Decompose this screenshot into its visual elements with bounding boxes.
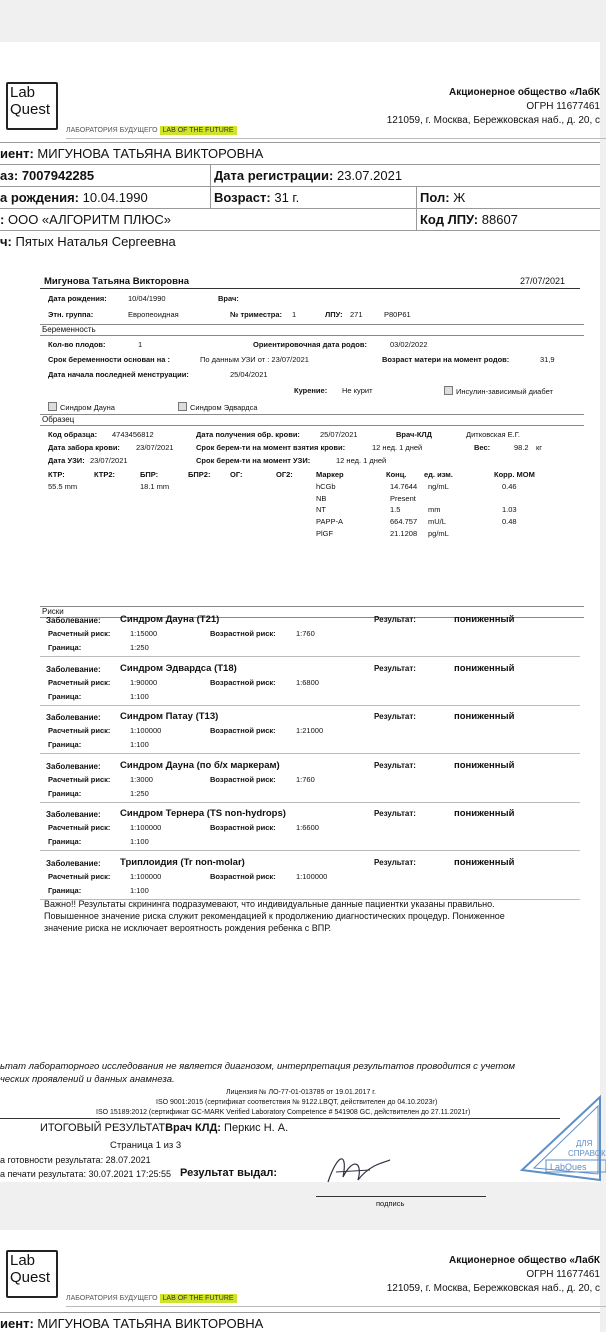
risk-border: 1:100 [130, 837, 149, 846]
risk-result: пониженный [454, 711, 515, 722]
risk-result-label: Результат: [374, 615, 416, 624]
org-info: Акционерное общество «ЛабК ОГРН 11677461 121059, г. Москва, Бережковская наб., д. 20, с [386, 87, 600, 126]
risk-result-label: Результат: [374, 712, 416, 721]
svg-text:LabQues: LabQues [550, 1162, 587, 1172]
issued-by: Результат выдал: [180, 1167, 277, 1179]
risk-age-label: Возрастной риск: [210, 629, 276, 638]
report-patient-name: Мигунова Татьяна Викторовна [44, 276, 189, 287]
section-sample: Образец [40, 414, 584, 426]
risk-border: 1:100 [130, 691, 149, 701]
risk-age: 1:760 [296, 629, 315, 638]
client: : ООО «АЛГОРИТМ ПЛЮС» [0, 212, 171, 227]
risk-calc: 1:100000 [130, 726, 162, 735]
risk-border-label: Граница: [48, 691, 82, 701]
risk-disease-label: Заболевание: [46, 616, 101, 625]
risk-calc: 1:90000 [130, 677, 158, 687]
patient-row: иент: МИГУНОВА ТАТЬЯНА ВИКТОРОВНА [0, 146, 264, 161]
logo-tagline: ЛАБОРАТОРИЯ БУДУЩЕГО LAB OF THE FUTURE [66, 1295, 237, 1302]
risk-result: пониженный [454, 662, 515, 674]
risk-age: 1:21000 [296, 726, 324, 735]
risk-calc: 1:3000 [130, 774, 153, 784]
report-page-1: Lab Quest ЛАБОРАТОРИЯ БУДУЩЕГО LAB OF THE FUTURE Акционерное общество «ЛабК ОГРН 11677461 121059, г. Москва, Бережковская наб., д. 20, с иент: МИГУНОВА ТАТЬЯНА ВИКТОРОВНА аз: 7007942285 Дата регистрации: 23.07.2021 а рождения: 10.04.1990 Возраст: 31 г. Пол: Ж : ООО «АЛГОРИТМ ПЛЮС» Код ЛПУ: 88607 ч: Пятых Наталья Сергеевна Мигунова Татьяна Викторовна 27/07/2021 Дата рождения: 10/04/1990 Врач: Этн. группа: Европеоидная № триместра: 1 ЛПУ: 271 P80P61 Беременность Кол-во плодов: 1 Ориентировочная дата родов: 03/02/2022 Срок беременности основан на : По данным УЗИ от : 23/07/2021 Возраст матери на момент родов: 31,9 Дата начала последней менструации: 25/04/2021 Курение: Не курит Инсулин-зависимый диабет Синдром Дауна Синдром Эдвардса Образец Код образца: 4743456812 Дата получения обр. крови: 25/07/2021 Врач-КЛД Дитковская Е.Г. Дата забора крови: 23/07/2021 Срок берем-ти на момент взятия крови: 12 нед. 1 дней Вес: 98.2 кг Дата УЗИ: 23/07/2021 Срок берем-ти на момент УЗИ: 12 нед. 1 дней КТР: КТР2: БПР: БПР2: ОГ: ОГ2: 55.5 mm 18.1 mm Маркер Конц. ед. изм. Корр. МОМ hCGb 14.7644 ng/mL 0.46 NB Present NT 1.5 mm 1.03 PAPP-A 664.757 mU/L 0.48 PlGF 21.1208 pg/mL Риски Заболевание: Синдром Дауна (T21) Результат: пониженный Расчетный риск: 1:15000 Возрастной риск: 1:760 Граница: 1:250 Заболевание: Синдром Эдвардса (T18) Результат: пониженный Расчетный риск: 1:90000 Возрастной риск: 1:6800 Граница: 1:100 Заболевание: Синдром Патау (T13) Результат: пониженный Расчетный риск: 1:100000 Возрастной риск: 1:21000 Граница: 1:100 Заболевание: Синдром Дауна (по б/х маркерам) Результат: пониженный Расчетный риск: 1:3000 Возрастной риск: 1:760 Граница: 1:250 Заболевание: Синдром Тернера (TS non-hydrops) Результат: пониженный Расчетный риск: 1:100000 Возрастной риск: 1:6600 Граница: 1:100 Заболевание: Триплоидия (Tr non-molar) Результат: пониженный Расчетный риск: 1:100000 Возрастной риск: 1:100000 Граница: 1:100 Важно!! Результаты скрининга подразумевают, что индивидуальные данные пациентки указаны правильно. Повышенное значение риска служит рекомендацией к продолжению диагностических процедур. Пониженное значение риска не исключает вероятность рождения ребенка с ВПР. ьтат лабораторного исследования не является диагнозом, интерпретация результатов проводится с учетом ческих проявлений и данных анамнеза. Лицензия № ЛО-77-01-013785 от 19.01.2017 г. ISO 9001:2015 (сертификат соответствия № 9122.LBQT, действителен до 04.10.2023г) ISO 15189:2012 (сертификат GC-MARK Verified Laboratory Competence # 541908 GC, действителен до 27.11.2021г) ИТОГОВЫЙ РЕЗУЛЬТАТВрач КЛД: Перкис Н. А. Страница 1 из 3 а готовности результата: 28.07.2021 а печати результата: 30.07.2021 17:25:55 Результат выдал: подпись ДЛЯ СПРАВОК LabQues [0, 42, 600, 1182]
edwards-checkbox: Синдром Эдвардса [178, 402, 258, 412]
risk-disease-label: Заболевание: [46, 664, 101, 674]
lpu-code: Код ЛПУ: 88607 [420, 212, 518, 227]
risk-age-label: Возрастной риск: [210, 726, 276, 735]
risk-calc-label: Расчетный риск: [48, 726, 111, 735]
risk-border: 1:250 [130, 643, 149, 652]
risk-disease: Синдром Дауна (по б/х маркерам) [120, 759, 280, 771]
risk-age: 1:100000 [296, 871, 328, 881]
marker-unit: mm [428, 505, 441, 515]
license: Лицензия № ЛО-77-01-013785 от 19.01.2017 г. [226, 1089, 376, 1096]
iso-9001: ISO 9001:2015 (сертификат соответствия № 9122.LBQT, действителен до 04.10.2023г) [156, 1099, 438, 1106]
lab-stamp-image [516, 1092, 606, 1182]
risk-result: пониженный [454, 614, 515, 625]
risk-calc-label: Расчетный риск: [48, 823, 111, 832]
risk-result: пониженный [454, 856, 515, 868]
risk-result: пониженный [454, 808, 515, 819]
marker-name: NB [316, 493, 327, 503]
disclaimer: ьтат лабораторного исследования не является диагнозом, интерпретация результатов проводится с учетом ческих проявлений и данных анамнеза. [0, 1061, 516, 1085]
risk-result-label: Результат: [374, 809, 416, 818]
marker-unit: pg/mL [428, 528, 449, 538]
insulin-checkbox: Инсулин-зависимый диабет [444, 386, 553, 396]
marker-mom: 0.48 [502, 517, 517, 527]
marker-mom: 1.03 [502, 505, 517, 515]
risk-calc-label: Расчетный риск: [48, 629, 111, 638]
risk-age-label: Возрастной риск: [210, 774, 276, 784]
svg-text:ДЛЯ: ДЛЯ [576, 1139, 593, 1148]
divider [40, 705, 580, 706]
risk-result: пониженный [454, 759, 515, 771]
important-note: Важно!! Результаты скрининга подразумевают, что индивидуальные данные пациентки указаны правильно. Повышенное значение риска служит рекомендацией к продолжению диагностических процедур. Пониженное значение риска не исключает вероятность рождения ребенка с ВПР. [44, 899, 505, 933]
risk-disease: Синдром Дауна (T21) [120, 614, 220, 625]
marker-name: PlGF [316, 528, 334, 538]
labquest-logo: Lab Quest [6, 82, 58, 130]
marker-name: NT [316, 505, 326, 515]
risk-result-label: Результат: [374, 663, 416, 673]
risk-calc: 1:100000 [130, 823, 162, 832]
logo-tagline: ЛАБОРАТОРИЯ БУДУЩЕГО LAB OF THE FUTURE [66, 127, 237, 134]
divider [40, 850, 580, 851]
risk-calc-label: Расчетный риск: [48, 871, 111, 881]
risk-border-label: Граница: [48, 788, 82, 798]
divider [40, 753, 580, 754]
page-number: Страница 1 из 3 [110, 1140, 182, 1151]
marker-mom: 0.46 [502, 482, 517, 491]
birth-date: а рождения: 10.04.1990 [0, 190, 148, 205]
risk-border-label: Граница: [48, 740, 82, 749]
risk-age: 1:760 [296, 774, 315, 784]
risk-disease-label: Заболевание: [46, 761, 101, 771]
sex: Пол: Ж [420, 190, 466, 205]
marker-conc: 14.7644 [390, 482, 418, 491]
risk-age-label: Возрастной риск: [210, 871, 276, 881]
risk-calc: 1:100000 [130, 871, 162, 881]
risk-age: 1:6600 [296, 823, 319, 832]
risk-age: 1:6800 [296, 677, 319, 687]
risk-result-label: Результат: [374, 857, 416, 867]
report-date: 27/07/2021 [520, 276, 566, 286]
divider [66, 138, 606, 139]
marker-conc: 21.1208 [390, 528, 418, 538]
registration-date: Дата регистрации: 23.07.2021 [214, 168, 403, 183]
risk-disease: Синдром Патау (T13) [120, 711, 219, 722]
sample-code: 4743456812 [112, 430, 154, 439]
iso-15189: ISO 15189:2012 (сертификат GC-MARK Verified Laboratory Competence # 541908 GC, действителен до 27.11.2021г) [96, 1109, 471, 1116]
marker-unit: ng/mL [428, 482, 449, 491]
print-date: а печати результата: 30.07.2021 17:25:55 [0, 1169, 172, 1179]
risk-calc-label: Расчетный риск: [48, 774, 111, 784]
risk-border: 1:100 [130, 885, 149, 895]
ready-date: а готовности результата: 28.07.2021 [0, 1155, 151, 1165]
signature-label: подпись [376, 1199, 405, 1208]
divider [40, 656, 580, 657]
marker-name: hCGb [316, 482, 336, 491]
section-pregnancy: Беременность [40, 324, 584, 336]
marker-unit: mU/L [428, 517, 446, 527]
risk-disease: Триплоидия (Tr non-molar) [120, 856, 245, 868]
marker-conc: Present [390, 493, 416, 503]
risk-disease-label: Заболевание: [46, 810, 101, 819]
signature-image [318, 1142, 398, 1192]
risk-disease-label: Заболевание: [46, 858, 101, 868]
section-risks: Риски [40, 606, 584, 618]
risk-disease: Синдром Тернера (TS non-hydrops) [120, 808, 286, 819]
risk-border: 1:100 [130, 740, 149, 749]
risk-result-label: Результат: [374, 760, 416, 770]
risk-border: 1:250 [130, 788, 149, 798]
final-result: ИТОГОВЫЙ РЕЗУЛЬТАТВрач КЛД: Перкис Н. А. [40, 1122, 289, 1134]
svg-text:СПРАВОК: СПРАВОК [568, 1149, 606, 1158]
divider [40, 802, 580, 803]
down-checkbox: Синдром Дауна [48, 402, 115, 412]
risk-age-label: Возрастной риск: [210, 677, 276, 687]
risk-age-label: Возрастной риск: [210, 823, 276, 832]
org-info: Акционерное общество «ЛабК ОГРН 11677461 121059, г. Москва, Бережковская наб., д. 20, с [386, 1255, 600, 1294]
risk-calc-label: Расчетный риск: [48, 677, 111, 687]
marker-conc: 664.757 [390, 517, 418, 527]
age: Возраст: 31 г. [214, 190, 300, 205]
risk-calc: 1:15000 [130, 629, 158, 638]
risk-disease-label: Заболевание: [46, 713, 101, 722]
risk-border-label: Граница: [48, 885, 82, 895]
marker-name: PAPP-A [316, 517, 343, 527]
risk-border-label: Граница: [48, 643, 82, 652]
doctor: ч: Пятых Наталья Сергеевна [0, 234, 176, 249]
marker-conc: 1.5 [390, 505, 401, 515]
risk-disease: Синдром Эдвардса (T18) [120, 662, 237, 674]
labquest-logo: Lab Quest [6, 1250, 58, 1298]
risk-border-label: Граница: [48, 837, 82, 846]
report-page-2 [0, 1230, 600, 1332]
patient-row: иент: МИГУНОВА ТАТЬЯНА ВИКТОРОВНА [0, 1316, 264, 1331]
order-number: аз: 7007942285 [0, 168, 95, 183]
